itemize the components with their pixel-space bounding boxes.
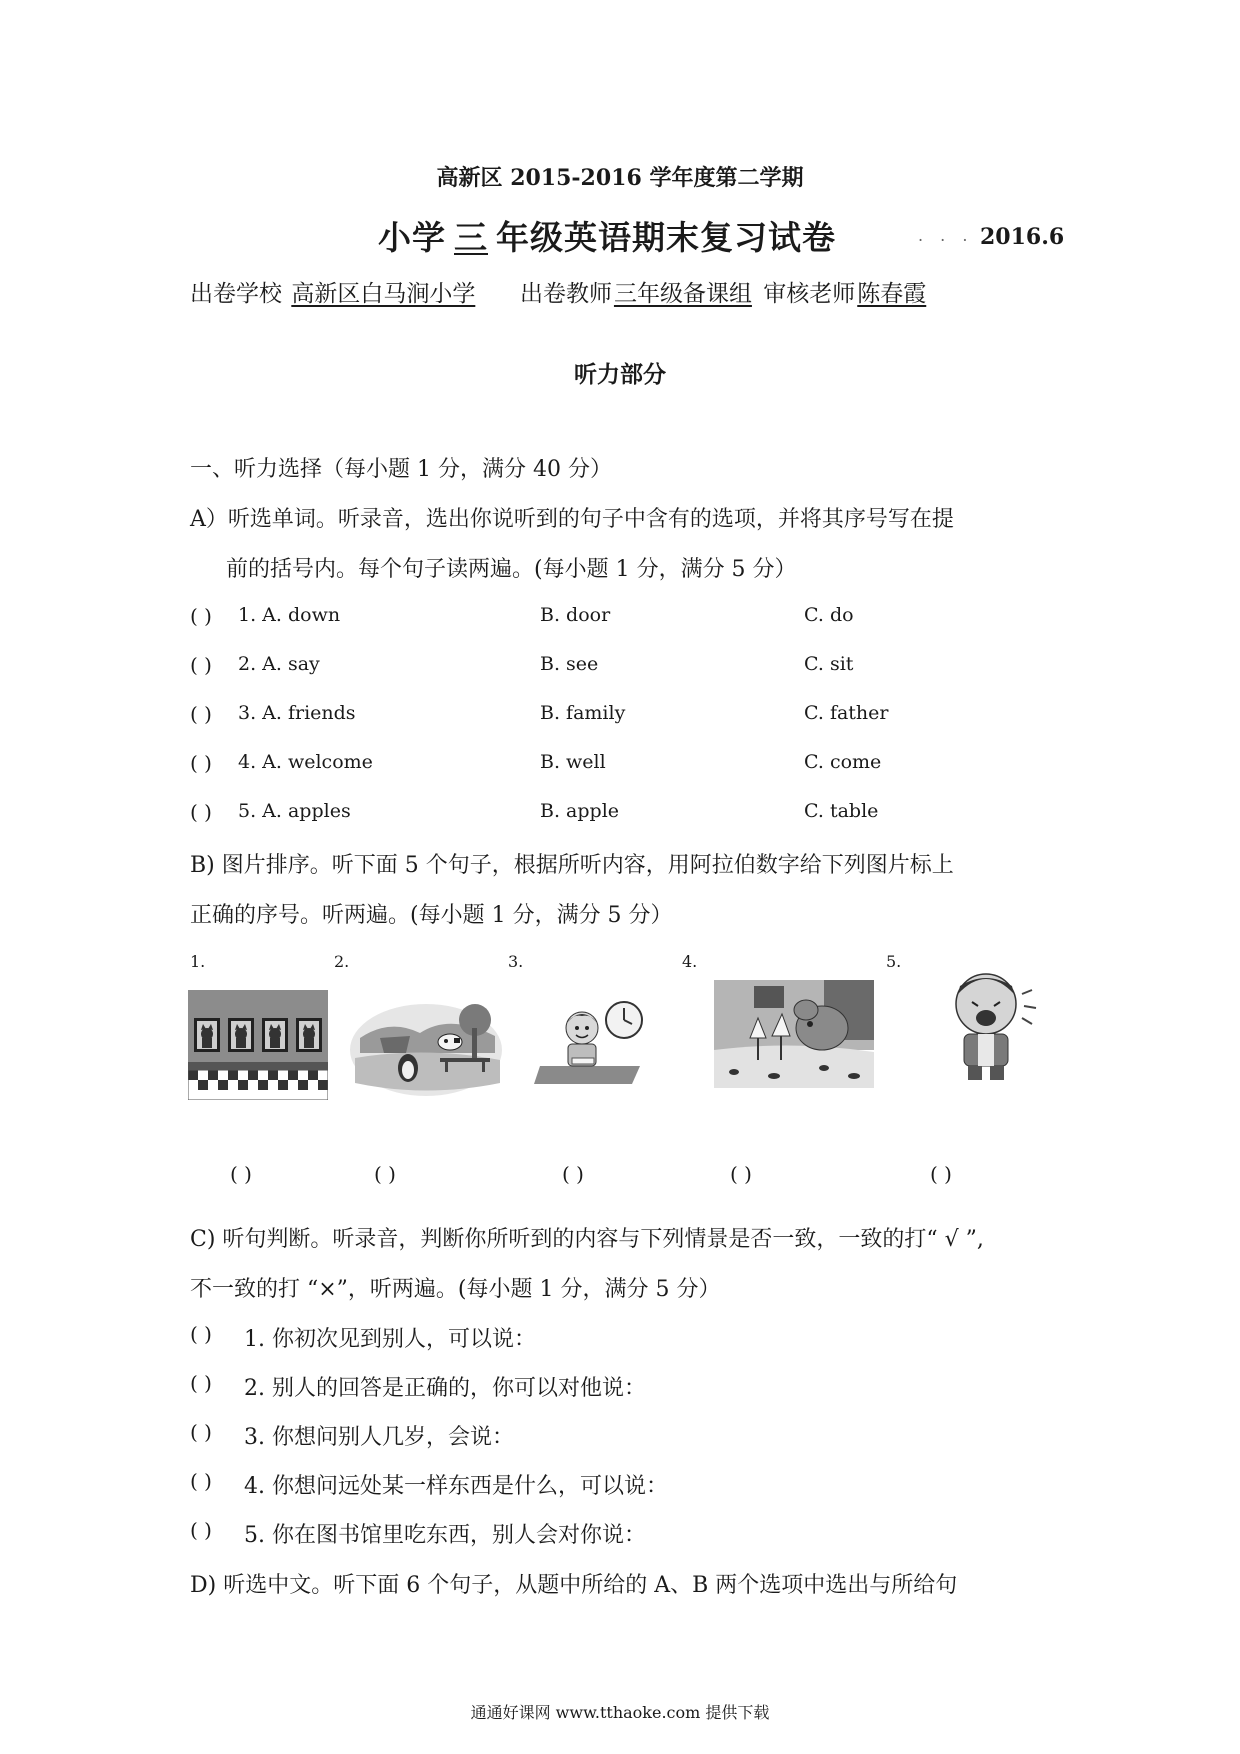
mouse-eating-fish-picture xyxy=(714,980,874,1088)
part1-heading: 一、听力选择（每小题 1 分，满分 40 分） xyxy=(190,457,612,482)
option-a: 2. A. say xyxy=(238,653,320,675)
partA-instruction-2: 前的括号内。每个句子读两遍。(每小题 1 分，满分 5 分） xyxy=(226,557,797,582)
answer-blank[interactable]: ( ) xyxy=(190,1371,212,1395)
option-a: 5. A. apples xyxy=(238,800,351,822)
question-text: 5. 你在图书馆里吃东西，别人会对你说： xyxy=(244,1523,646,1548)
school-value: 高新区白马涧小学 xyxy=(291,281,476,307)
partC-instruction-2: 不一致的打 “×”，听两遍。(每小题 1 分，满分 5 分） xyxy=(190,1277,721,1302)
picture-answer-blank-4[interactable]: ( ) xyxy=(730,1162,752,1186)
crying-boy-picture xyxy=(930,964,1050,1084)
question-text: 4. 你想问远处某一样东西是什么，可以说： xyxy=(244,1474,668,1499)
option-b: B. see xyxy=(540,653,599,675)
option-b: B. apple xyxy=(540,800,620,822)
picture-label-5: 5. xyxy=(886,952,902,971)
option-b: B. door xyxy=(540,604,611,626)
exam-date: 2016.6 xyxy=(980,224,1065,250)
picture-answer-blank-3[interactable]: ( ) xyxy=(562,1162,584,1186)
partB-instruction-1: B) 图片排序。听下面 5 个句子，根据所听内容，用阿拉伯数字给下列图片标上 xyxy=(190,853,954,878)
answer-blank[interactable]: ( ) xyxy=(190,800,212,824)
option-b: B. well xyxy=(540,751,606,773)
teacher-label: 出卷教师 xyxy=(519,281,612,307)
answer-blank[interactable]: ( ) xyxy=(190,702,212,726)
option-a: 3. A. friends xyxy=(238,702,356,724)
option-b: B. family xyxy=(540,702,626,724)
boy-with-clock-picture xyxy=(532,998,648,1088)
exam-meta-line xyxy=(190,275,930,308)
teacher-value: 三年级备课组 xyxy=(613,281,752,307)
question-text: 1. 你初次见到别人，可以说： xyxy=(244,1327,536,1352)
title-suffix: 年级英语期末复习试卷 xyxy=(496,218,836,257)
option-c: C. come xyxy=(804,751,882,773)
partB-instruction-2: 正确的序号。听两遍。(每小题 1 分，满分 5 分） xyxy=(190,903,673,928)
partC-instruction-1: C) 听句判断。听录音，判断你所听到的内容与下列情景是否一致，一致的打“ √ ”, xyxy=(190,1227,984,1252)
answer-blank[interactable]: ( ) xyxy=(190,653,212,677)
option-a: 4. A. welcome xyxy=(238,751,373,773)
picture-label-4: 4. xyxy=(682,952,698,971)
exam-header-line: 高新区 2015-2016 学年度第二学期 xyxy=(436,165,804,191)
partA-instruction-1: A）听选单词。听录音，选出你说听到的句子中含有的选项，并将其序号写在提 xyxy=(190,507,954,532)
answer-blank[interactable]: ( ) xyxy=(190,1469,212,1493)
cat-gallery-picture xyxy=(188,990,328,1100)
question-text: 2. 别人的回答是正确的，你可以对他说： xyxy=(244,1376,646,1401)
question-text: 3. 你想问别人几岁，会说： xyxy=(244,1425,514,1450)
title-grade: 三 xyxy=(454,218,488,257)
answer-blank[interactable]: ( ) xyxy=(190,751,212,775)
reviewer-label: 审核老师 xyxy=(763,281,856,307)
picture-answer-blank-2[interactable]: ( ) xyxy=(374,1162,396,1186)
answer-blank[interactable]: ( ) xyxy=(190,604,212,628)
answer-blank[interactable]: ( ) xyxy=(190,1322,212,1346)
exam-title xyxy=(378,212,836,259)
park-scene-picture xyxy=(350,998,502,1098)
option-c: C. sit xyxy=(804,653,854,675)
picture-answer-blank-1[interactable]: ( ) xyxy=(230,1162,252,1186)
section-title: 听力部分 xyxy=(574,361,666,388)
page-footer: 通通好课网 www.tthaoke.com 提供下载 xyxy=(470,1703,770,1722)
answer-blank[interactable]: ( ) xyxy=(190,1420,212,1444)
school-label: 出卷学校 xyxy=(190,281,282,307)
picture-label-1: 1. xyxy=(190,952,206,971)
picture-label-3: 3. xyxy=(508,952,524,971)
picture-label-2: 2. xyxy=(334,952,350,971)
option-a: 1. A. down xyxy=(238,604,341,626)
option-c: C. do xyxy=(804,604,854,626)
option-c: C. father xyxy=(804,702,889,724)
title-dots: . . . xyxy=(918,226,974,245)
option-c: C. table xyxy=(804,800,879,822)
answer-blank[interactable]: ( ) xyxy=(190,1518,212,1542)
reviewer-value: 陈春霞 xyxy=(857,281,927,307)
picture-answer-blank-5[interactable]: ( ) xyxy=(930,1162,952,1186)
title-prefix: 小学 xyxy=(378,218,446,257)
partD-instruction-1: D) 听选中文。听下面 6 个句子，从题中所给的 A、B 两个选项中选出与所给句 xyxy=(190,1573,958,1598)
